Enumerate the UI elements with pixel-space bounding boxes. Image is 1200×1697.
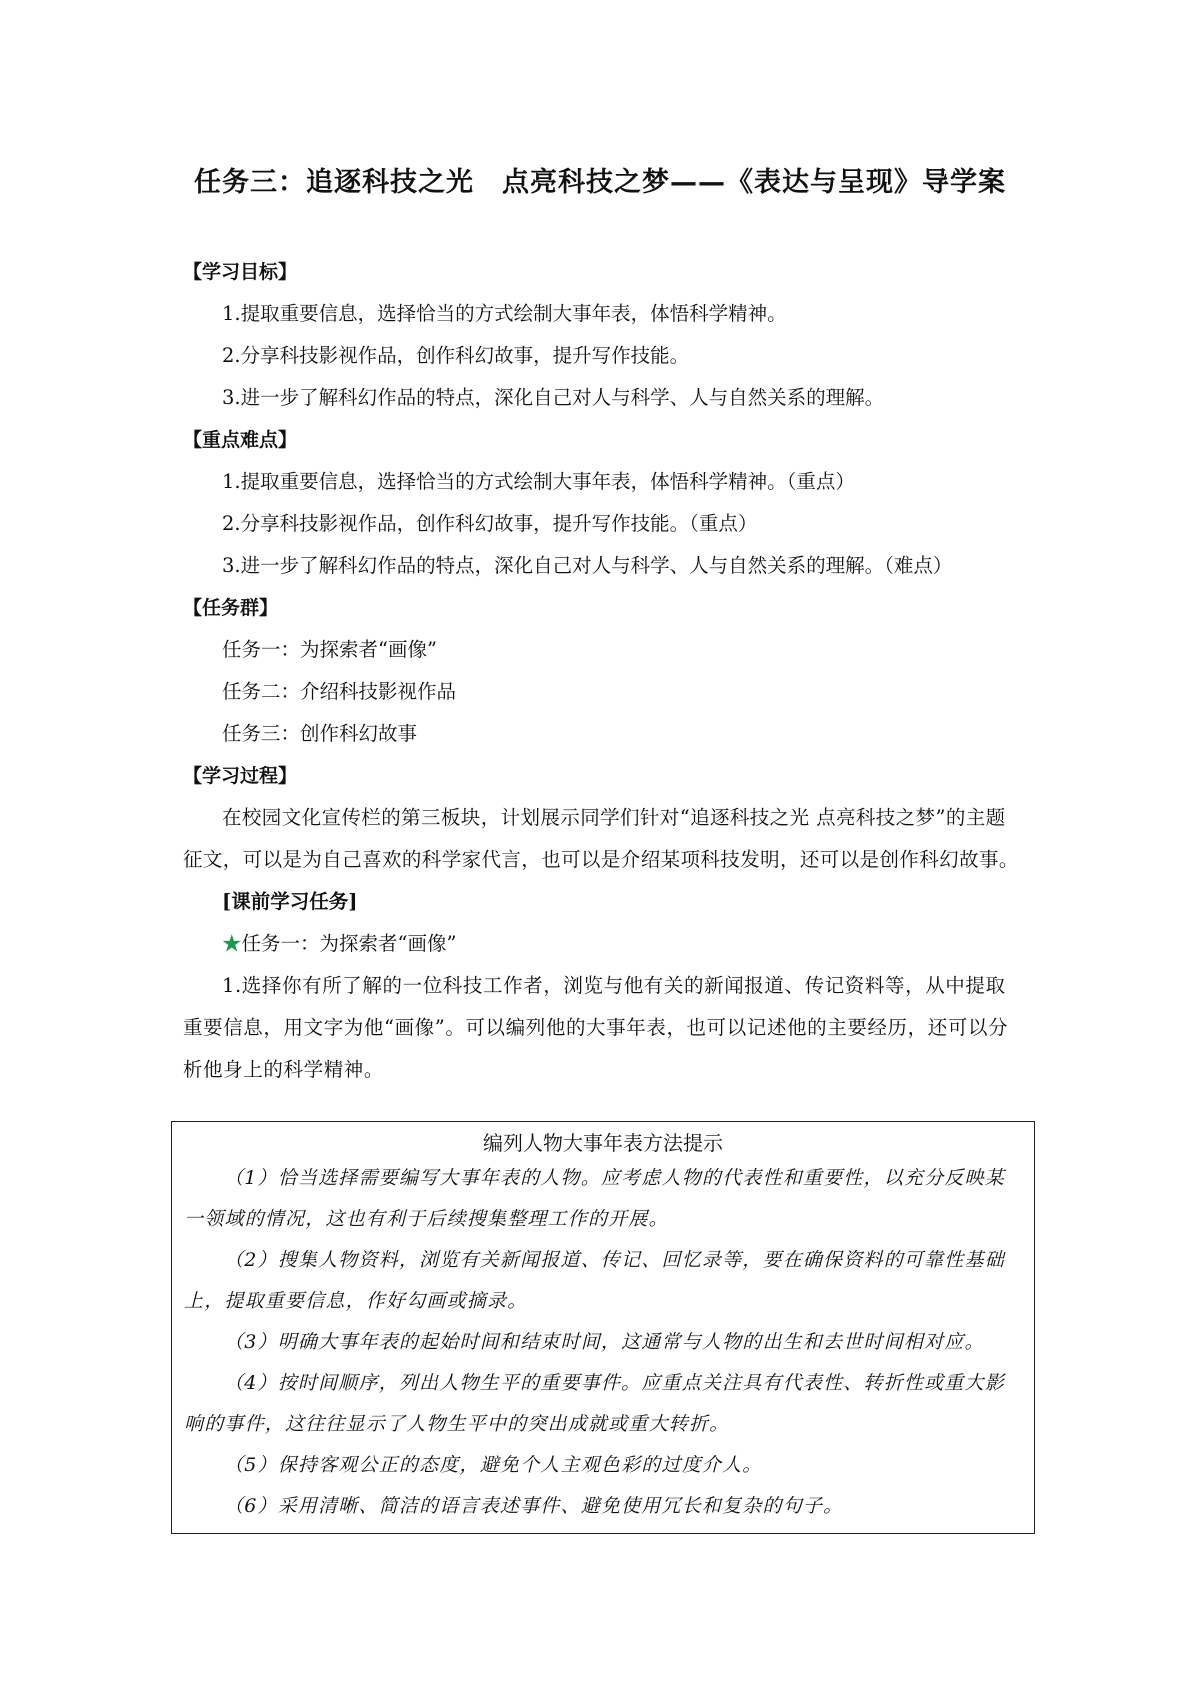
task-item: 任务一：为探索者“画像”	[222, 638, 437, 661]
pre-class-label: [课前学习任务]	[222, 890, 358, 913]
page-title: 任务三：追逐科技之光 点亮科技之梦——《表达与呈现》导学案	[194, 167, 1006, 198]
tip-box-title: 编列人物大事年表方法提示	[483, 1131, 723, 1155]
task-item: 任务三：创作科幻故事	[222, 722, 418, 745]
tip-item: （3）明确大事年表的起始时间和结束时间，这通常与人物的出生和去世时间相对应。	[224, 1331, 985, 1353]
goal-item: 2.分享科技影视作品，创作科幻故事，提升写作技能。	[222, 344, 690, 367]
goal-item: 3.进一步了解科幻作品的特点，深化自己对人与科学、人与自然关系的理解。	[222, 386, 885, 409]
goals-heading: 【学习目标】	[183, 261, 298, 283]
main-content	[183, 251, 1023, 1091]
key-point-item: 2.分享科技影视作品，创作科幻故事，提升写作技能。（重点）	[222, 512, 758, 535]
key-point-item: 1.提取重要信息，选择恰当的方式绘制大事年表，体悟科学精神。（重点）	[222, 470, 855, 493]
star-icon: ★	[222, 932, 242, 955]
task-item: 任务二：介绍科技影视作品	[222, 680, 457, 703]
tip-item: （4）按时间顺序，列出人物生平的重要事件。应重点关注具有代表性、转折性或重大影响的事件，这往往显示了人物生平中的突出成就或重大转折。	[184, 1372, 1005, 1435]
key-points-heading: 【重点难点】	[183, 429, 298, 451]
tip-box-body	[172, 1158, 1034, 1527]
goal-item: 1.提取重要信息，选择恰当的方式绘制大事年表，体悟科学精神。	[222, 302, 787, 325]
tip-item: （5）保持客观公正的态度，避免个人主观色彩的过度介人。	[224, 1454, 763, 1476]
tip-box	[171, 1121, 1035, 1534]
task-one-label: 任务一：为探索者“画像”	[241, 932, 457, 955]
process-heading: 【学习过程】	[183, 765, 298, 787]
tasks-heading: 【任务群】	[183, 597, 279, 619]
tip-item: （6）采用清晰、简洁的语言表述事件、避免使用冗长和复杂的句子。	[224, 1495, 844, 1517]
task-one-line	[183, 923, 1023, 965]
task-one-text: 1.选择你有所了解的一位科技工作者，浏览与他有关的新闻报道、传记资料等，从中提取重要信息，用文字为他“画像”。可以编列他的大事年表，也可以记述他的主要经历，还可以分析他身上的科学精神。	[183, 974, 1009, 1081]
tip-item: （1）恰当选择需要编写大事年表的人物。应考虑人物的代表性和重要性，以充分反映某一领域的情况，这也有利于后续搜集整理工作的开展。	[184, 1167, 1005, 1230]
key-point-item: 3.进一步了解科幻作品的特点，深化自己对人与科学、人与自然关系的理解。（难点）	[222, 554, 953, 577]
tip-item: （2）搜集人物资料，浏览有关新闻报道、传记、回忆录等，要在确保资料的可靠性基础上，提取重要信息，作好勾画或摘录。	[184, 1249, 1005, 1312]
process-intro: 在校园文化宣传栏的第三板块，计划展示同学们针对“追逐科技之光 点亮科技之梦”的主题征文，可以是为自己喜欢的科学家代言，也可以是介绍某项科技发明，还可以是创作科幻故事。	[183, 806, 1019, 871]
